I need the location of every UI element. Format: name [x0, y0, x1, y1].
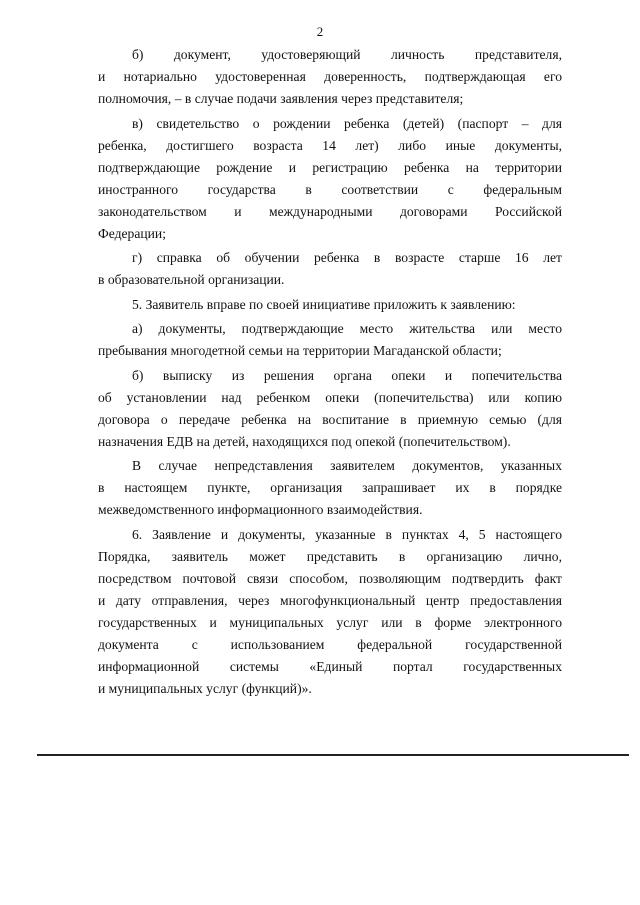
- text-line: информационной системы «Единый портал государственных: [98, 658, 562, 674]
- text-line: 6. Заявление и документы, указанные в пунктах 4, 5 настоящего: [132, 526, 562, 542]
- paragraph: [98, 318, 562, 362]
- paragraph: [98, 524, 562, 700]
- text-line: б) документ, удостоверяющий личность представителя,: [132, 47, 562, 62]
- text-line: г) справка об обучении ребенка в возрасте старше 16 лет: [132, 250, 562, 265]
- paragraph: [98, 294, 562, 316]
- text-line: пребывания многодетной семьи на территории Магаданской области;: [98, 343, 502, 358]
- text-line: государственных и муниципальных услуг или в форме электронного: [98, 614, 562, 630]
- text-line: б) выписку из решения органа опеки и попечительства: [132, 367, 562, 383]
- text-line: иностранного государства в соответствии с федеральным: [98, 181, 562, 197]
- text-line: посредством почтовой связи способом, позволяющим подтвердить факт: [98, 570, 562, 586]
- text-line: и дату отправления, через многофункциональный центр предоставления: [98, 592, 562, 608]
- paragraph: [98, 455, 562, 521]
- text-line: договора о передаче ребенка на воспитание в приемную семью (для: [98, 411, 562, 427]
- text-line: полномочия, – в случае подачи заявления через представителя;: [98, 91, 464, 106]
- page-number: 2: [316, 24, 324, 39]
- text-line: и муниципальных услуг (функций)».: [98, 680, 312, 696]
- text-line: в) свидетельство о рождении ребенка (детей) (паспорт – для: [132, 115, 562, 131]
- footer-divider: [37, 754, 629, 756]
- text-line: об установлении над ребенком опеки (попечительства) или копию: [98, 389, 562, 405]
- text-line: назначения ЕДВ на детей, находящихся под опекой (попечительством).: [98, 433, 511, 449]
- text-line: законодательством и международными договорами Российской: [98, 203, 562, 219]
- paragraph: [98, 365, 562, 453]
- text-line: В случае непредставления заявителем документов, указанных: [132, 458, 562, 473]
- text-line: межведомственного информационного взаимодействия.: [98, 502, 423, 517]
- text-line: Порядка, заявитель может представить в организацию лично,: [98, 548, 562, 564]
- document-body: [98, 44, 562, 702]
- paragraph: [98, 247, 562, 291]
- text-line: 5. Заявитель вправе по своей инициативе приложить к заявлению:: [132, 296, 516, 312]
- text-line: а) документы, подтверждающие место жительства или место: [132, 321, 562, 336]
- text-line: ребенка, достигшего возраста 14 лет) либо иные документы,: [98, 137, 562, 153]
- paragraph: [98, 44, 562, 110]
- text-line: в настоящем пункте, организация запрашивает их в порядке: [98, 480, 562, 495]
- text-line: Федерации;: [98, 225, 166, 241]
- text-line: в образовательной организации.: [98, 272, 285, 287]
- text-line: подтверждающие рождение и регистрацию ребенка на территории: [98, 159, 562, 175]
- text-line: и нотариально удостоверенная доверенность, подтверждающая его: [98, 69, 562, 84]
- text-line: документа с использованием федеральной государственной: [98, 636, 562, 652]
- paragraph: [98, 113, 562, 245]
